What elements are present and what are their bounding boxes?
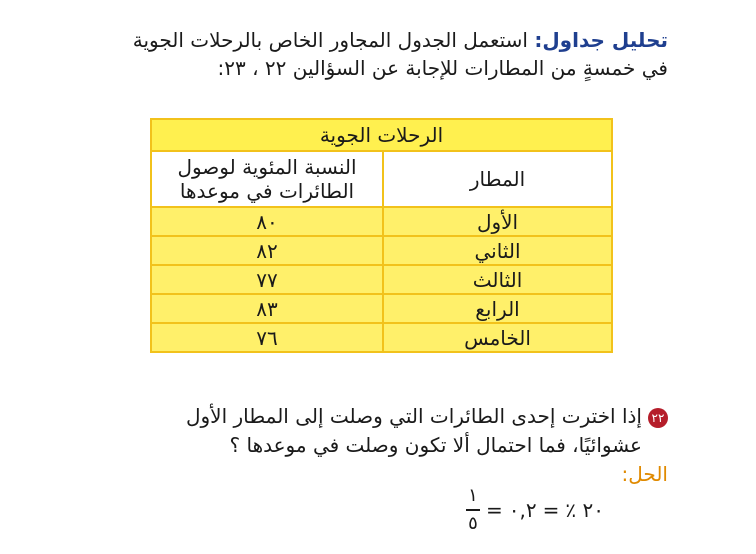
solution-percent: ٢٠ ٪ bbox=[565, 498, 604, 522]
intro-line-2: في خمسةٍ من المطارات للإجابة عن السؤالين ٢٢ ، ٢٣: bbox=[217, 56, 668, 80]
cell-percent: ٧٦ bbox=[151, 323, 383, 352]
question-number-badge: ٢٢ bbox=[648, 408, 668, 428]
intro-lead: تحليل جداول: bbox=[534, 28, 668, 52]
table-row bbox=[151, 265, 612, 294]
question-line-1 bbox=[48, 402, 668, 431]
cell-airport: الثالث bbox=[383, 265, 612, 294]
intro-line-1 bbox=[48, 26, 668, 54]
flights-table bbox=[150, 118, 613, 353]
solution-decimal: ٠,٢ bbox=[508, 498, 537, 522]
table-row bbox=[151, 236, 612, 265]
cell-airport: الأول bbox=[383, 207, 612, 236]
question-text-1: إذا اخترت إحدى الطائرات التي وصلت إلى المطار الأول bbox=[185, 404, 642, 428]
table-header-row bbox=[151, 151, 612, 207]
table-row bbox=[151, 294, 612, 323]
intro-paragraph bbox=[48, 26, 668, 82]
intro-text-1: استعمل الجدول المجاور الخاص بالرحلات الجوية bbox=[132, 28, 535, 52]
table-row bbox=[151, 323, 612, 352]
header-percent: النسبة المئوية لوصول الطائرات في موعدها bbox=[151, 151, 383, 207]
table-caption-row bbox=[151, 119, 612, 151]
cell-airport: الخامس bbox=[383, 323, 612, 352]
fraction-numerator: ١ bbox=[468, 485, 478, 506]
solution-equation bbox=[462, 482, 604, 538]
cell-percent: ٨٢ bbox=[151, 236, 383, 265]
question-22 bbox=[48, 402, 668, 489]
solution-label: الحل: bbox=[621, 462, 668, 486]
solution-fraction bbox=[466, 485, 480, 535]
fraction-bar bbox=[466, 509, 480, 511]
cell-percent: ٨٠ bbox=[151, 207, 383, 236]
header-airport: المطار bbox=[383, 151, 612, 207]
cell-percent: ٧٧ bbox=[151, 265, 383, 294]
equals-sign-1: = bbox=[542, 498, 560, 522]
cell-airport: الرابع bbox=[383, 294, 612, 323]
fraction-denominator: ٥ bbox=[468, 513, 478, 534]
table-caption: الرحلات الجوية bbox=[151, 119, 612, 151]
question-line-2: عشوائيًا، فما احتمال ألا تكون وصلت في موعدها ؟ bbox=[229, 433, 642, 457]
cell-airport: الثاني bbox=[383, 236, 612, 265]
cell-percent: ٨٣ bbox=[151, 294, 383, 323]
table-row bbox=[151, 207, 612, 236]
equals-sign-2: = bbox=[486, 498, 503, 522]
